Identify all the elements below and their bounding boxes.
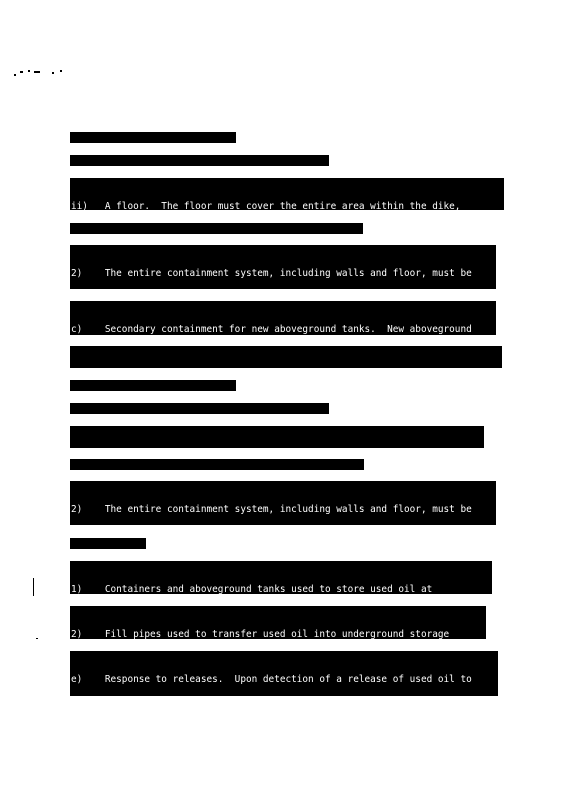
paragraph-ii-floor [70,178,504,210]
paragraph-2-containment [70,245,496,289]
margin-speck [36,638,38,639]
text-line: e) Response to releases. Upon detection of a release of used oil to [71,674,472,685]
paragraph-a-both [70,132,236,143]
text-line: 1) Containers and aboveground tanks used to store used oil at [71,584,433,594]
text-line: 2) The entire containment system, including walls and floor, must be [71,268,472,279]
paragraph-2-containment-2 [70,481,496,525]
text-line: 2) Fill pipes used to transfer used oil into underground storage [71,629,450,639]
margin-mark [33,578,34,596]
paragraph-i-dikes-2 [70,403,329,414]
paragraph-2-fill-pipes [70,606,486,639]
paragraph-a-both-2 [70,380,236,391]
paragraph-i-dikes [70,155,329,166]
paragraph-1-containers [70,561,492,594]
paragraph-b-equivalent-2 [70,459,364,470]
text-line: ii) A floor. The floor must cover the entire area within the dike, [71,201,461,210]
paragraph-b-equivalent [70,223,363,234]
text-line: 2) The entire containment system, including walls and floor, must be [71,504,472,515]
paragraph-1-consist [70,346,502,368]
text-line: c) Secondary containment for new aboveground tanks. New aboveground [71,324,472,335]
paragraph-c-new-tanks [70,301,496,335]
paragraph-d-labels [70,538,146,549]
scan-noise [14,68,64,78]
paragraph-ii-floor-2 [70,426,484,448]
paragraph-e-response [70,651,498,696]
